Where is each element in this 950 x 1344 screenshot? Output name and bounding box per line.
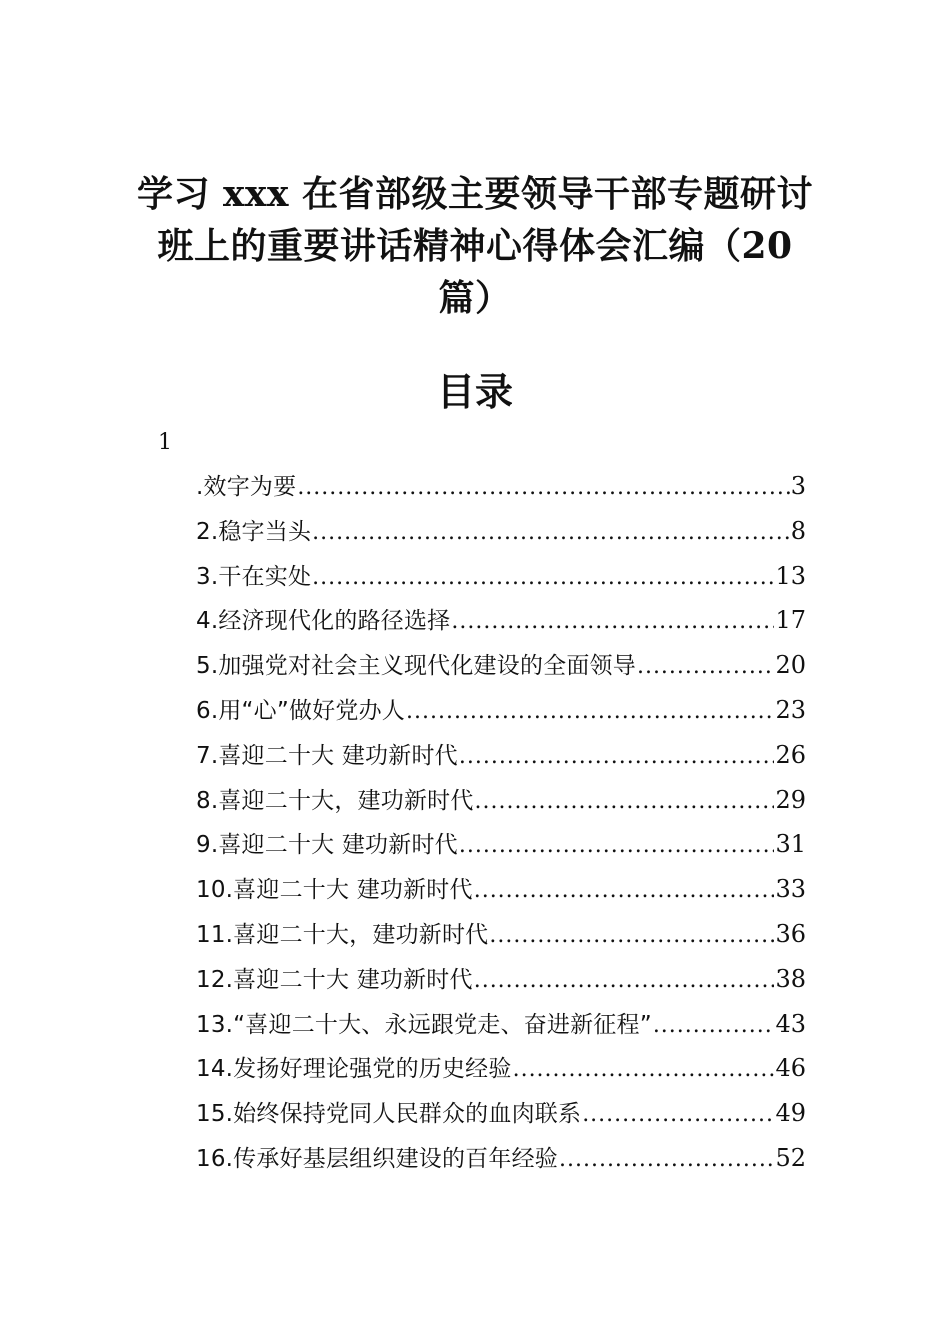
toc-entry-page: 38 bbox=[775, 964, 806, 993]
toc-entry-page: 23 bbox=[775, 695, 806, 724]
table-of-contents bbox=[196, 464, 806, 1181]
toc-entry[interactable] bbox=[196, 822, 806, 867]
toc-heading: 目录 bbox=[436, 369, 513, 414]
toc-entry-page: 29 bbox=[775, 785, 806, 814]
toc-entry-label: 6.用“心”做好党办人 bbox=[196, 697, 405, 724]
toc-entry-label: 2.稳字当头 bbox=[196, 518, 312, 545]
toc-entry-label: 3.干在实处 bbox=[196, 563, 312, 590]
document-title bbox=[120, 168, 830, 324]
toc-dot-leader bbox=[451, 600, 774, 643]
title-line: 学习 xxx 在省部级主要领导干部专题研讨 bbox=[137, 173, 813, 215]
toc-entry-page: 46 bbox=[775, 1054, 806, 1083]
toc-dot-leader bbox=[406, 690, 774, 733]
toc-dot-leader bbox=[582, 1093, 774, 1136]
stray-number: 1 bbox=[158, 430, 172, 455]
toc-entry-page: 8 bbox=[790, 516, 806, 545]
toc-entry[interactable] bbox=[196, 912, 806, 957]
toc-dot-leader bbox=[637, 645, 775, 688]
toc-entry[interactable] bbox=[196, 957, 806, 1002]
toc-entry-label: 4.经济现代化的路径选择 bbox=[196, 608, 451, 635]
toc-dot-leader bbox=[474, 959, 775, 1002]
toc-entry-label: 5.加强党对社会主义现代化建设的全面领导 bbox=[196, 653, 636, 680]
toc-dot-leader bbox=[559, 1138, 774, 1181]
toc-entry[interactable] bbox=[196, 733, 806, 778]
toc-dot-leader bbox=[489, 914, 774, 957]
toc-entry[interactable] bbox=[196, 867, 806, 912]
toc-entry-page: 52 bbox=[775, 1143, 806, 1172]
toc-entry[interactable] bbox=[196, 464, 806, 509]
toc-entry[interactable] bbox=[196, 1002, 806, 1047]
toc-entry-label: 10.喜迎二十大 建功新时代 bbox=[196, 877, 473, 904]
toc-entry[interactable] bbox=[196, 1091, 806, 1136]
toc-entry[interactable] bbox=[196, 1046, 806, 1091]
toc-entry-label: 15.始终保持党同人民群众的血肉联系 bbox=[196, 1101, 582, 1128]
title-line: 篇） bbox=[438, 277, 512, 319]
toc-entry[interactable] bbox=[196, 688, 806, 733]
toc-entry-page: 36 bbox=[775, 919, 806, 948]
toc-entry-label: 9.喜迎二十大 建功新时代 bbox=[196, 832, 458, 859]
toc-entry-page: 49 bbox=[775, 1099, 806, 1128]
toc-dot-leader bbox=[475, 780, 775, 823]
toc-dot-leader bbox=[312, 511, 790, 554]
toc-entry-label: 12.喜迎二十大 建功新时代 bbox=[196, 966, 473, 993]
toc-dot-leader bbox=[459, 824, 775, 867]
toc-entry-page: 20 bbox=[775, 651, 806, 680]
toc-entry-page: 17 bbox=[775, 606, 806, 635]
toc-entry[interactable] bbox=[196, 643, 806, 688]
toc-entry-page: 13 bbox=[775, 561, 806, 590]
toc-entry-label: 11.喜迎二十大，建功新时代 bbox=[196, 921, 489, 948]
toc-dot-leader bbox=[653, 1004, 775, 1047]
toc-entry-page: 3 bbox=[790, 472, 806, 500]
toc-entry-label: 8.喜迎二十大，建功新时代 bbox=[196, 787, 474, 814]
toc-entry-label: 14.发扬好理论强党的历史经验 bbox=[196, 1056, 512, 1083]
toc-dot-leader bbox=[459, 735, 775, 778]
title-line: 班上的重要讲话精神心得体会汇编（20 bbox=[157, 225, 793, 267]
toc-entry[interactable] bbox=[196, 554, 806, 599]
toc-dot-leader bbox=[513, 1048, 775, 1091]
toc-entry-label: 7.喜迎二十大 建功新时代 bbox=[196, 742, 458, 769]
toc-entry-label: 13.“喜迎二十大、永远跟党走、奋进新征程” bbox=[196, 1011, 652, 1038]
toc-entry-page: 43 bbox=[775, 1009, 806, 1038]
toc-entry-page: 33 bbox=[775, 875, 806, 904]
toc-dot-leader bbox=[312, 556, 774, 599]
toc-entry[interactable] bbox=[196, 509, 806, 554]
toc-entry-page: 26 bbox=[775, 740, 806, 769]
toc-entry[interactable] bbox=[196, 1136, 806, 1181]
toc-entry[interactable] bbox=[196, 598, 806, 643]
toc-entry-page: 31 bbox=[775, 830, 806, 859]
toc-entry[interactable] bbox=[196, 778, 806, 823]
toc-entry-label: 16.传承好基层组织建设的百年经验 bbox=[196, 1145, 558, 1172]
toc-entry-label: .效字为要 bbox=[196, 474, 297, 500]
toc-dot-leader bbox=[297, 466, 789, 509]
toc-dot-leader bbox=[474, 869, 775, 912]
